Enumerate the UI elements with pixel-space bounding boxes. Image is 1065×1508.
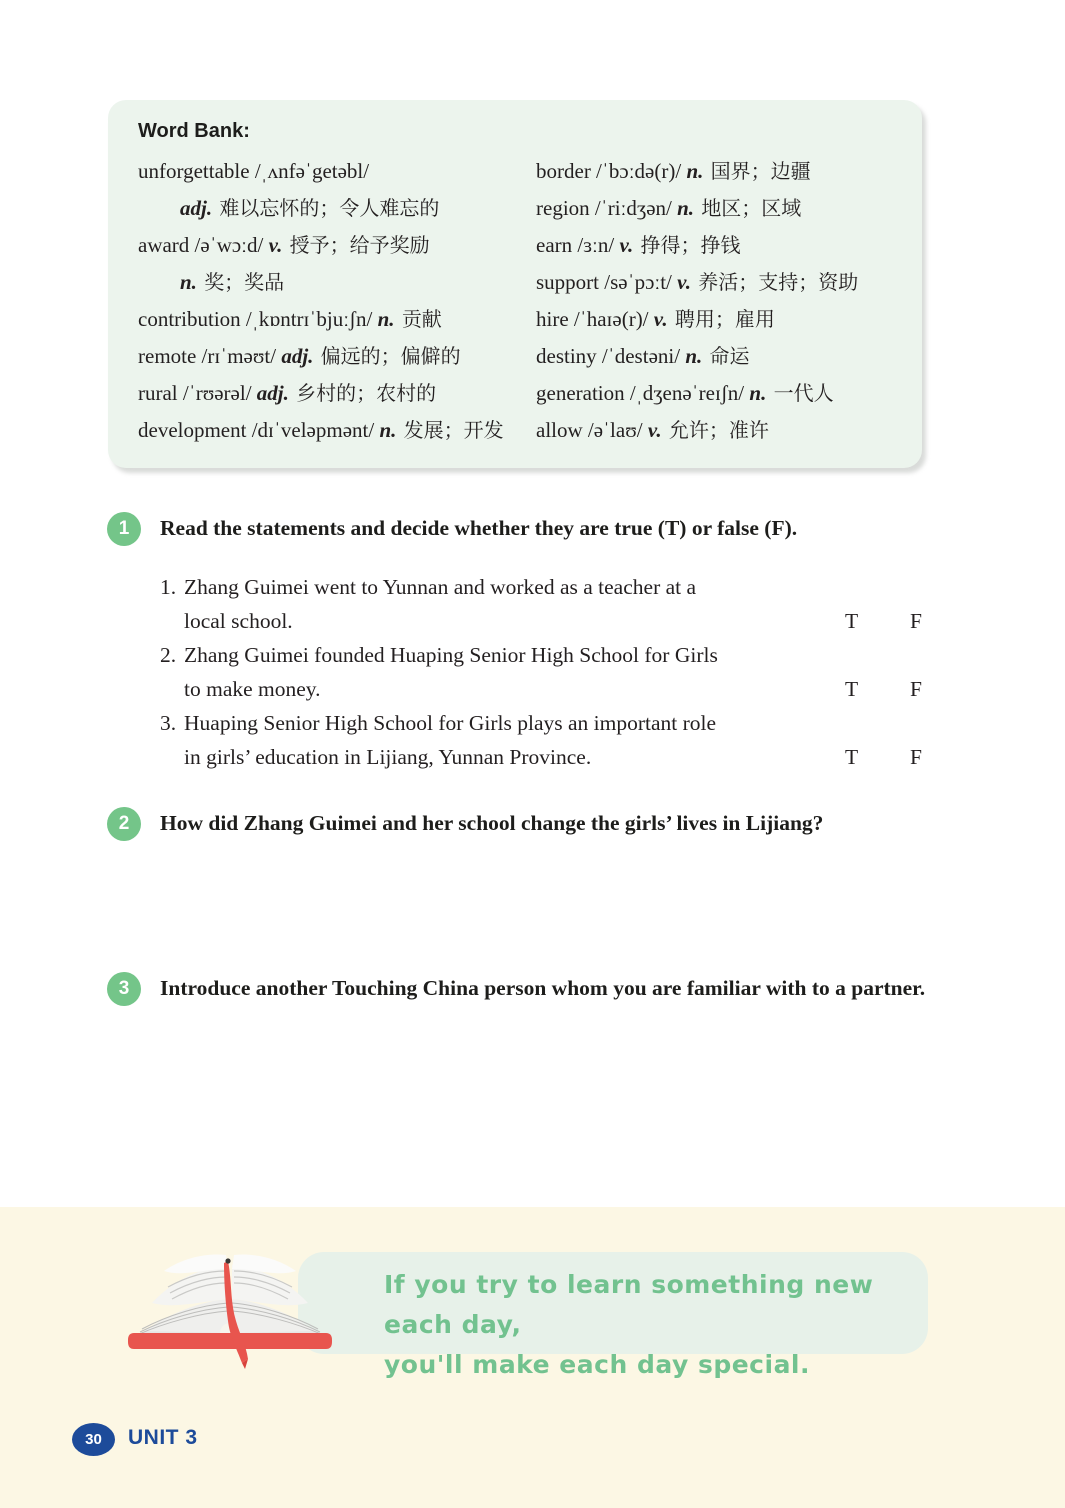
wordbank-chinese: 乡村的；农村的: [296, 381, 437, 405]
statement-number: 3.: [160, 711, 177, 735]
wordbank-pos: v.: [268, 233, 283, 257]
false-option[interactable]: F: [910, 677, 922, 701]
wordbank-chinese: 授予；给予奖励: [289, 233, 430, 257]
quote-line-2: you'll make each day special.: [384, 1350, 810, 1379]
wordbank-chinese: 允许；准许: [668, 418, 769, 442]
wordbank-pos: n.: [379, 418, 397, 442]
wordbank-entry: [536, 190, 894, 227]
wordbank-pos: adj.: [281, 344, 314, 368]
wordbank-word: generation /ˌdʒenəˈreɪʃn/: [536, 381, 745, 405]
wordbank-pos: v.: [677, 270, 691, 294]
bottom-banner: [0, 1207, 1065, 1508]
wordbank-word: destiny /ˈdestəni/: [536, 344, 681, 368]
true-option[interactable]: T: [845, 677, 859, 701]
wordbank-chinese: 养活；支持；资助: [698, 270, 859, 294]
wordbank-word: region /ˈriːdʒən/: [536, 196, 672, 220]
wordbank-chinese: 聘用；雇用: [674, 307, 775, 331]
wordbank-pos: n.: [686, 159, 704, 183]
statement-row: [160, 638, 940, 706]
exercise-2-number-badge: 2: [107, 807, 141, 841]
wordbank-word: border /ˈbɔːdə(r)/: [536, 159, 682, 183]
wordbank-pos: adj.: [256, 381, 289, 405]
statement-text-line2: in girls’ education in Lijiang, Yunnan Province.: [184, 745, 592, 769]
wordbank-chinese: 国界；边疆: [710, 159, 811, 183]
wordbank-word: allow /əˈlaʊ/: [536, 418, 643, 442]
statement-text-line1: Huaping Senior High School for Girls plays an important role: [184, 711, 717, 735]
wordbank-entry: [536, 375, 894, 412]
true-option[interactable]: T: [845, 745, 859, 769]
wordbank-chinese: 地区；区域: [701, 196, 802, 220]
wordbank-pos: n.: [677, 196, 695, 220]
wordbank-pos: n.: [377, 307, 395, 331]
wordbank-chinese: 命运: [709, 344, 750, 368]
wordbank-word: remote /rɪˈməʊt/: [138, 344, 277, 368]
wordbank-word: award /əˈwɔːd/: [138, 233, 264, 257]
wordbank-word: support /səˈpɔːt/: [536, 270, 672, 294]
wordbank-pos: v.: [647, 418, 662, 442]
word-bank-title: Word Bank:: [138, 120, 250, 142]
true-option[interactable]: T: [845, 609, 859, 633]
wordbank-entry: [536, 412, 894, 449]
word-bank-panel: [108, 100, 922, 468]
wordbank-pos: n.: [685, 344, 703, 368]
word-bank-left-column: [138, 153, 536, 449]
statement-list: [160, 570, 940, 774]
wordbank-word: earn /ɜːn/: [536, 233, 615, 257]
wordbank-chinese: 贡献: [401, 307, 442, 331]
wordbank-entry: [536, 338, 894, 375]
false-option[interactable]: F: [910, 609, 922, 633]
wordbank-entry: [138, 412, 536, 449]
wordbank-entry: [138, 227, 536, 264]
wordbank-word: development /dɪˈveləpmənt/: [138, 418, 375, 442]
quote-line-1: If you try to learn something new each day,: [384, 1270, 874, 1339]
wordbank-chinese: 奖；奖品: [204, 270, 285, 294]
statement-row: [160, 706, 940, 774]
wordbank-pos: adj.: [180, 196, 213, 220]
exercise-3: [107, 971, 945, 1006]
page-number-badge: 30: [72, 1423, 115, 1456]
wordbank-word: rural /ˈrʊərəl/: [138, 381, 252, 405]
exercise-2-heading: How did Zhang Guimei and her school change the girls’ lives in Lijiang?: [160, 811, 824, 835]
wordbank-chinese: 难以忘怀的；令人难忘的: [219, 196, 440, 220]
word-bank-right-column: [536, 153, 894, 449]
wordbank-chinese: 发展；开发: [403, 418, 504, 442]
exercise-1-heading: Read the statements and decide whether they are true (T) or false (F).: [160, 516, 798, 540]
wordbank-pos: v.: [619, 233, 634, 257]
wordbank-word: hire /ˈhaɪə(r)/: [536, 307, 649, 331]
wordbank-entry: [138, 375, 536, 412]
wordbank-entry: [536, 301, 894, 338]
statement-text-line2: to make money.: [184, 677, 321, 701]
wordbank-entry: [536, 227, 894, 264]
statement-number: 1.: [160, 575, 177, 599]
statement-text-line1: Zhang Guimei went to Yunnan and worked as a teacher at a: [184, 575, 697, 599]
statement-number: 2.: [160, 643, 177, 667]
wordbank-pos: v.: [653, 307, 668, 331]
wordbank-entry: [138, 338, 536, 375]
exercise-1: [107, 511, 945, 546]
exercise-2: [107, 806, 945, 841]
wordbank-chinese: 挣得；挣钱: [640, 233, 741, 257]
wordbank-chinese: 一代人: [773, 381, 834, 405]
word-bank-columns: [138, 153, 894, 449]
wordbank-chinese: 偏远的；偏僻的: [320, 344, 461, 368]
wordbank-entry: [138, 264, 536, 301]
wordbank-entry: [536, 153, 894, 190]
open-book-icon: [124, 1241, 336, 1373]
wordbank-word: unforgettable /ˌʌnfəˈgetəbl/: [138, 159, 370, 183]
wordbank-word: contribution /ˌkɒntrɪˈbjuːʃn/: [138, 307, 373, 331]
statement-text-line1: Zhang Guimei founded Huaping Senior High School for Girls: [184, 643, 718, 667]
exercise-1-number-badge: 1: [107, 512, 141, 546]
wordbank-entry: [138, 190, 536, 227]
wordbank-entry: [138, 301, 536, 338]
wordbank-pos: n.: [749, 381, 767, 405]
wordbank-entry: [536, 264, 894, 301]
quote-box: [298, 1252, 928, 1379]
unit-label: UNIT 3: [128, 1426, 198, 1449]
exercise-3-number-badge: 3: [107, 972, 141, 1006]
wordbank-pos: n.: [180, 270, 197, 294]
exercise-3-heading: Introduce another Touching China person whom you are familiar with to a partner.: [160, 976, 926, 1000]
false-option[interactable]: F: [910, 745, 922, 769]
statement-text-line2: local school.: [184, 609, 293, 633]
statement-row: [160, 570, 940, 638]
wordbank-entry: [138, 153, 536, 190]
